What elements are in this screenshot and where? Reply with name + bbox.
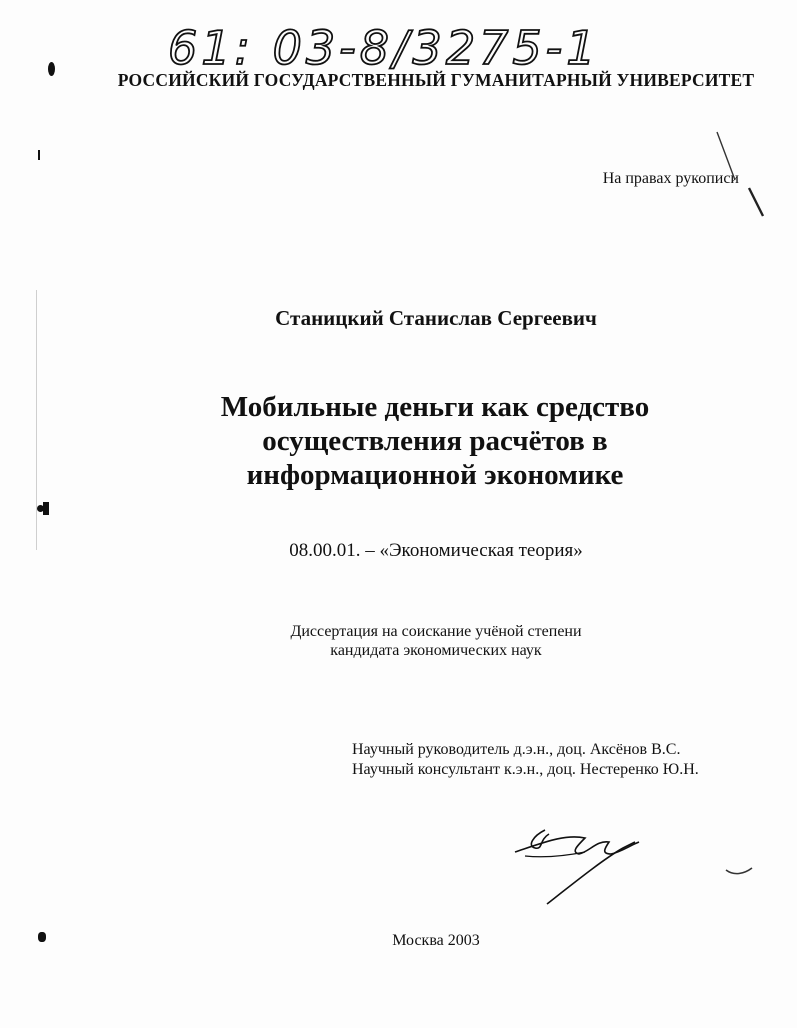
degree-line: кандидата экономических наук: [330, 642, 542, 659]
title-line: информационной экономике: [246, 459, 624, 491]
title-line: Мобильные деньги как средство: [220, 391, 650, 423]
degree-line: Диссертация на соискание учёной степени: [290, 623, 582, 640]
consultant-line: Научный консультант к.э.н., доц. Нестеренко Ю.Н.: [352, 761, 699, 778]
specialty-code: 08.00.01. – «Экономическая теория»: [289, 540, 583, 561]
pencil-mark: [722, 860, 762, 880]
pencil-stroke: [705, 128, 775, 223]
degree-statement: [0, 622, 797, 660]
rights-notice: На правах рукописи: [602, 170, 739, 187]
scan-speck: [38, 150, 40, 160]
handwritten-code-text: 61: 03-8/3275-1: [168, 21, 600, 75]
title-line: осуществления расчётов в: [262, 425, 608, 457]
supervisor-line: Научный руководитель д.э.н., доц. Аксёнов В.С.: [352, 741, 681, 758]
handwritten-signature: [505, 812, 655, 912]
city-year: Москва 2003: [392, 932, 480, 949]
author-name: Станицкий Станислав Сергеевич: [275, 306, 597, 330]
advisors-block: [352, 740, 699, 780]
dissertation-title: [140, 390, 730, 492]
scan-speck: [43, 502, 49, 515]
university-name: РОССИЙСКИЙ ГОСУДАРСТВЕННЫЙ ГУМАНИТАРНЫЙ УНИВЕРСИТЕТ: [117, 70, 755, 90]
